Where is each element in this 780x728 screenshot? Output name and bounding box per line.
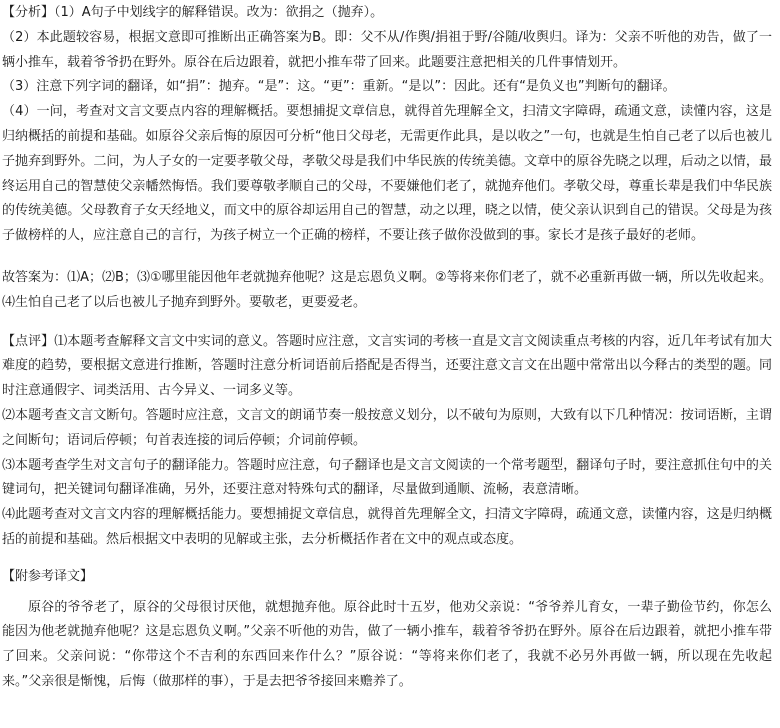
comment-point-4: ⑷此题考查对文言文内容的理解概括能力。要想捕捉文章信息，就得首先理解全文，扫清文字障碍，疏通文意，读懂内容，这是归纳概括的前提和基础。然后根据文中表明的见解或主张，去分析概括作者在文中的观点或态度。 — [2, 507, 772, 547]
translation-section — [2, 565, 772, 695]
comment-point-3: ⑶本题考查学生对文言句子的翻译能力。答题时应注意，句子翻译也是文言文阅读的一个常考题型，翻译句子时，要注意抓住句中的关键词句，把关键词句翻译准确，另外，还要注意对特殊句式的翻译，尽量做到通顺、流畅，表意清晰。 — [2, 457, 772, 498]
analysis-point-3: （3）注意下列字词的翻译，如“捐”：抛弃。“是”：这。“更”：重新。“是以”：因此。还有“是负义也”判断句的翻译。 — [2, 79, 676, 95]
answer-section — [2, 266, 772, 316]
answer-summary: 故答案为：⑴A；⑵B；⑶①哪里能因他年老就抛弃他呢？这是忘恩负义啊。②等将来你们老了，就不必重新再做一辆，所以先收起来。 ⑷生怕自己老了以后也被儿子抛弃到野外。要敬老，更要爱老。 — [2, 269, 772, 310]
comment-section — [2, 330, 772, 553]
translation-heading: 【附参考译文】 — [2, 568, 94, 584]
analysis-point-4: （4）一问，考查对文言文要点内容的理解概括。要想捕捉文章信息，就得首先理解全文，扫清文字障碍，疏通文意，读懂内容，这是归纳概括的前提和基础。如原谷父亲后悔的原因可分析“他日父母老，无需更作此具，是以收之”一句，也就是生怕自己老了以后也被儿子抛弃到野外。二问，为人子女的一定要孝敬父母，孝敬父母是我们中华民族的传统美德。文章中的原谷先晓之以理，后动之以情，最终运用自己的智慧使父亲幡然悔悟。我们要尊敬孝顺自己的父母，不要嫌他们老了，就抛弃他们。孝敬父母，尊重长辈是我们中华民族的传统美德。父母教育子女天经地义，而文中的原谷却运用自己的智慧，动之以理，晓之以情，使父亲认识到自己的错误。父母是为孩子做榜样的人，应注意自己的言行，为孩子树立一个正确的榜样，不要让孩子做你没做到的事。家长才是孩子最好的老师。 — [2, 104, 772, 244]
analysis-point-2: （2）本此题较容易，根据文意即可推断出正确答案为B。即：父不从/作舆/捐祖于野/谷随/收舆归。译为：父亲不听他的劝告，做了一辆小推车，载着爷爷扔在野外。原谷在后边跟着，就把小推车带了回来。此题要注意把相关的几件事情划开。 — [2, 29, 772, 70]
analysis-point-1: 【分析】（1）A句子中划线字的解释错误。改为：欲捐之（抛弃）。 — [2, 5, 384, 20]
comment-point-1: 【点评】⑴本题考查解释文言文中实词的意义。答题时应注意，文言实词的考核一直是文言文阅读重点考核的内容，近几年考试有加大难度的趋势，要根据文意进行推断，答题时注意分析词语前后搭配是否得当，还要注意文言文在出题中常常出以今释古的类型的题。同时注意通假字、词类活用、古今异义、一词多义等。 — [2, 333, 772, 399]
comment-point-2: ⑵本题考查文言文断句。答题时应注意，文言文的朗诵节奏一般按意义划分，以不破句为原则，大致有以下几种情况：按词语断，主谓之间断句；语词后停顿；句首表连接的词后停顿；介词前停顿。 — [2, 407, 772, 448]
analysis-section — [2, 1, 772, 249]
translation-body: 原谷的爷爷老了，原谷的父母很讨厌他，就想抛弃他。原谷此时十五岁，他劝父亲说：“爷爷养儿育女，一辈子勤俭节约，你怎么能因为他老就抛弃他呢？这是忘恩负义啊。”父亲不听他的劝告，做了一辆小推车，载着爷爷扔在野外。原谷在后边跟着，就把小推车带了回来。父亲问说：“你带这个不吉利的东西回来作什么？”原谷说：“等将来你们老了，我就不必另外再做一辆，所以现在先收起来。”父亲很是惭愧，后悔（做那样的事），于是去把爷爷接回来赡养了。 — [2, 599, 772, 689]
